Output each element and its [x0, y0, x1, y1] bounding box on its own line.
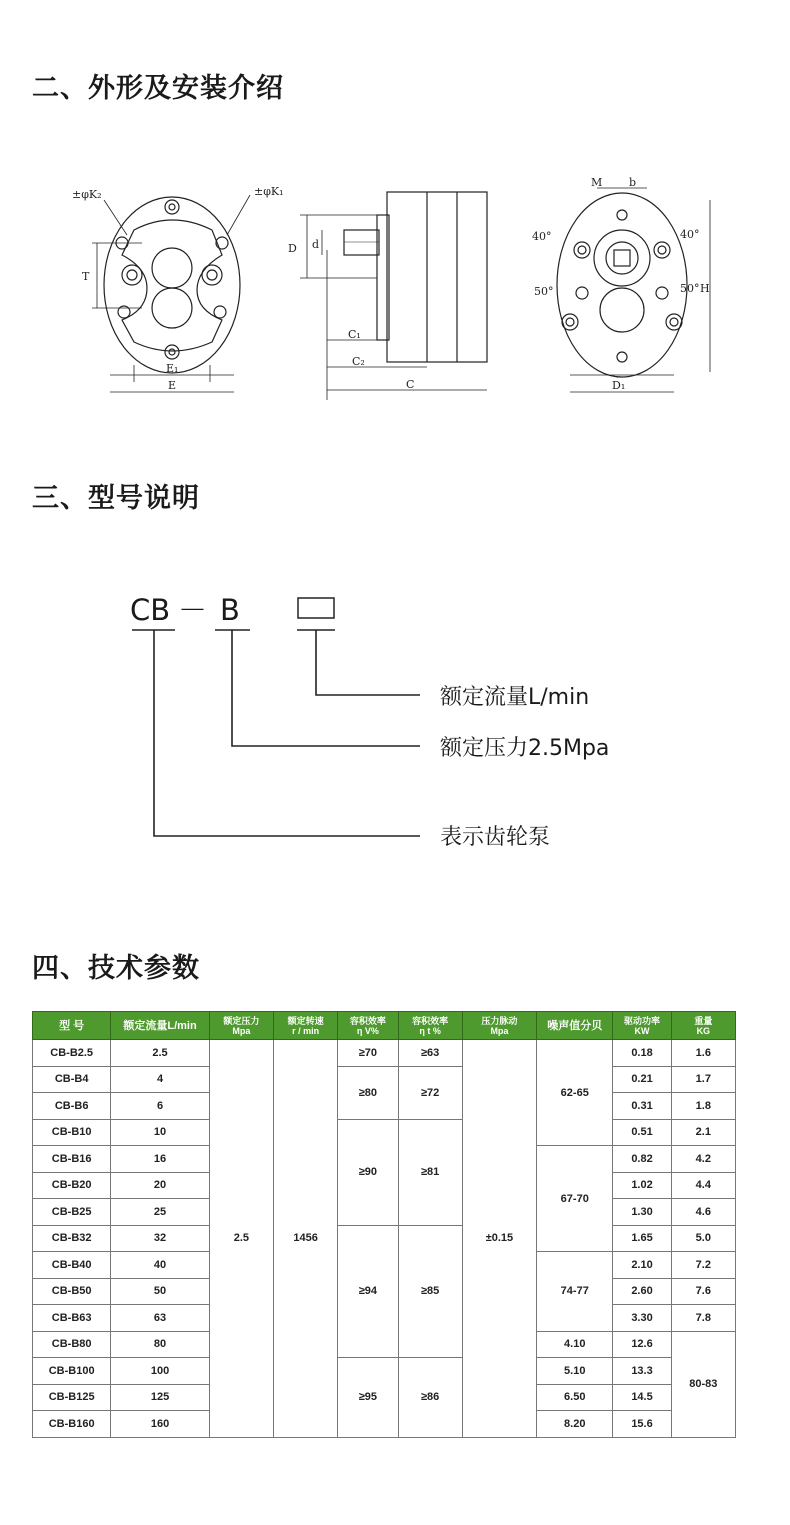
header-noise: 噪声值分贝	[537, 1012, 613, 1040]
label-e1: E₁	[166, 362, 179, 375]
cell-model: CB-B80	[33, 1331, 111, 1358]
cell-power: 8.20	[537, 1411, 613, 1438]
cell-flow: 20	[111, 1172, 209, 1199]
label-k1: ±φK₁	[254, 185, 284, 198]
cell-weight: 14.5	[613, 1384, 671, 1411]
cell-vol-eff: ≥90	[338, 1119, 398, 1225]
cell-power: 6.50	[537, 1384, 613, 1411]
cell-model: CB-B10	[33, 1119, 111, 1146]
label-c: C	[406, 378, 415, 391]
desc-pressure: 额定压力2.5Mpa	[440, 736, 610, 761]
cell-vol-eff: ≥70	[338, 1040, 398, 1067]
cell-pressure: 2.5	[209, 1040, 273, 1438]
spec-table	[32, 1011, 736, 1438]
cell-noise: 80-83	[671, 1331, 735, 1437]
cell-flow: 80	[111, 1331, 209, 1358]
cell-weight: 12.6	[613, 1331, 671, 1358]
cell-weight: 15.6	[613, 1411, 671, 1438]
cell-weight: 1.6	[671, 1040, 735, 1067]
cell-pulse: ±0.15	[462, 1040, 536, 1438]
header-tot-eff: 容积效率 η t %	[398, 1012, 462, 1040]
cell-noise: 67-70	[537, 1146, 613, 1252]
cell-power: 0.18	[613, 1040, 671, 1067]
section-title-specs: 四、技术参数	[32, 953, 200, 984]
cell-model: CB-B6	[33, 1093, 111, 1120]
code-prefix: CB	[130, 593, 171, 627]
label-d-big: D	[288, 242, 297, 255]
cell-power: 5.10	[537, 1358, 613, 1385]
cell-vol-eff: ≥95	[338, 1358, 398, 1438]
cell-weight: 5.0	[671, 1225, 735, 1252]
cell-power: 1.02	[613, 1172, 671, 1199]
cell-model: CB-B4	[33, 1066, 111, 1093]
cell-flow: 25	[111, 1199, 209, 1226]
cell-power: 0.21	[613, 1066, 671, 1093]
label-c2: C₂	[352, 355, 365, 368]
label-b: b	[629, 176, 637, 189]
code-flow-box	[298, 598, 334, 618]
cell-power: 1.30	[613, 1199, 671, 1226]
table-row	[33, 1066, 736, 1093]
label-angle-40-right: 40°	[680, 228, 700, 241]
cell-power: 4.10	[537, 1331, 613, 1358]
cell-vol-eff: ≥94	[338, 1225, 398, 1358]
table-header-row	[33, 1012, 736, 1040]
cell-noise: 62-65	[537, 1040, 613, 1146]
cell-flow: 32	[111, 1225, 209, 1252]
cell-weight: 7.8	[671, 1305, 735, 1332]
section-title-outline: 二、外形及安装介绍	[32, 73, 284, 104]
cell-weight: 2.1	[671, 1119, 735, 1146]
desc-type: 表示齿轮泵	[440, 825, 551, 850]
model-code-diagram	[0, 580, 790, 860]
cell-flow: 160	[111, 1411, 209, 1438]
cell-tot-eff: ≥81	[398, 1119, 462, 1225]
cell-weight: 1.7	[671, 1066, 735, 1093]
label-h: H	[700, 282, 710, 295]
cell-model: CB-B16	[33, 1146, 111, 1173]
cell-power: 0.82	[613, 1146, 671, 1173]
desc-flow: 额定流量L/min	[440, 685, 590, 710]
cell-power: 3.30	[613, 1305, 671, 1332]
cell-weight: 1.8	[671, 1093, 735, 1120]
cell-model: CB-B63	[33, 1305, 111, 1332]
label-angle-50-right: 50°	[680, 282, 700, 295]
cell-flow: 40	[111, 1252, 209, 1279]
cell-vol-eff: ≥80	[338, 1066, 398, 1119]
cell-power: 2.10	[613, 1252, 671, 1279]
header-power: 驱动功率 KW	[613, 1012, 671, 1040]
cell-power: 0.51	[613, 1119, 671, 1146]
cell-power: 2.60	[613, 1278, 671, 1305]
header-speed: 额定转速 r / min	[274, 1012, 338, 1040]
cell-weight: 4.6	[671, 1199, 735, 1226]
cell-power: 1.65	[613, 1225, 671, 1252]
cell-weight: 13.3	[613, 1358, 671, 1385]
cell-tot-eff: ≥85	[398, 1225, 462, 1358]
label-m: M	[591, 176, 603, 189]
cell-weight: 7.2	[671, 1252, 735, 1279]
cell-flow: 2.5	[111, 1040, 209, 1067]
cell-model: CB-B2.5	[33, 1040, 111, 1067]
header-model: 型 号	[33, 1012, 111, 1040]
code-dash: －	[178, 593, 208, 627]
cell-model: CB-B32	[33, 1225, 111, 1252]
label-angle-40-left: 40°	[532, 230, 552, 243]
label-e: E	[168, 379, 177, 392]
outline-drawing	[22, 160, 762, 410]
cell-tot-eff: ≥86	[398, 1358, 462, 1438]
cell-tot-eff: ≥72	[398, 1066, 462, 1119]
cell-flow: 4	[111, 1066, 209, 1093]
cell-weight: 4.2	[671, 1146, 735, 1173]
cell-model: CB-B50	[33, 1278, 111, 1305]
header-weight: 重量 KG	[671, 1012, 735, 1040]
cell-flow: 100	[111, 1358, 209, 1385]
label-angle-50-left: 50°	[534, 285, 554, 298]
cell-model: CB-B160	[33, 1411, 111, 1438]
table-row	[33, 1358, 736, 1385]
cell-flow: 6	[111, 1093, 209, 1120]
cell-noise: 74-77	[537, 1252, 613, 1332]
header-pressure: 额定压力 Mpa	[209, 1012, 273, 1040]
cell-flow: 63	[111, 1305, 209, 1332]
section-title-model: 三、型号说明	[32, 483, 200, 514]
header-pulse: 压力脉动 Mpa	[462, 1012, 536, 1040]
cell-flow: 125	[111, 1384, 209, 1411]
cell-tot-eff: ≥63	[398, 1040, 462, 1067]
label-k2: ±φK₂	[72, 188, 102, 201]
code-series: B	[220, 593, 240, 627]
cell-weight: 7.6	[671, 1278, 735, 1305]
cell-flow: 10	[111, 1119, 209, 1146]
cell-model: CB-B40	[33, 1252, 111, 1279]
cell-model: CB-B20	[33, 1172, 111, 1199]
header-flow: 额定流量L/min	[111, 1012, 209, 1040]
cell-flow: 50	[111, 1278, 209, 1305]
label-c1: C₁	[348, 328, 361, 341]
label-d1: D₁	[612, 379, 626, 392]
cell-power: 0.31	[613, 1093, 671, 1120]
cell-speed: 1456	[274, 1040, 338, 1438]
label-d-small: d	[312, 238, 320, 251]
cell-weight: 4.4	[671, 1172, 735, 1199]
label-t: T	[82, 270, 90, 283]
cell-model: CB-B25	[33, 1199, 111, 1226]
cell-flow: 16	[111, 1146, 209, 1173]
table-row	[33, 1040, 736, 1067]
header-vol-eff: 容积效率 η V%	[338, 1012, 398, 1040]
table-row	[33, 1225, 736, 1252]
cell-model: CB-B100	[33, 1358, 111, 1385]
cell-model: CB-B125	[33, 1384, 111, 1411]
table-row	[33, 1119, 736, 1146]
